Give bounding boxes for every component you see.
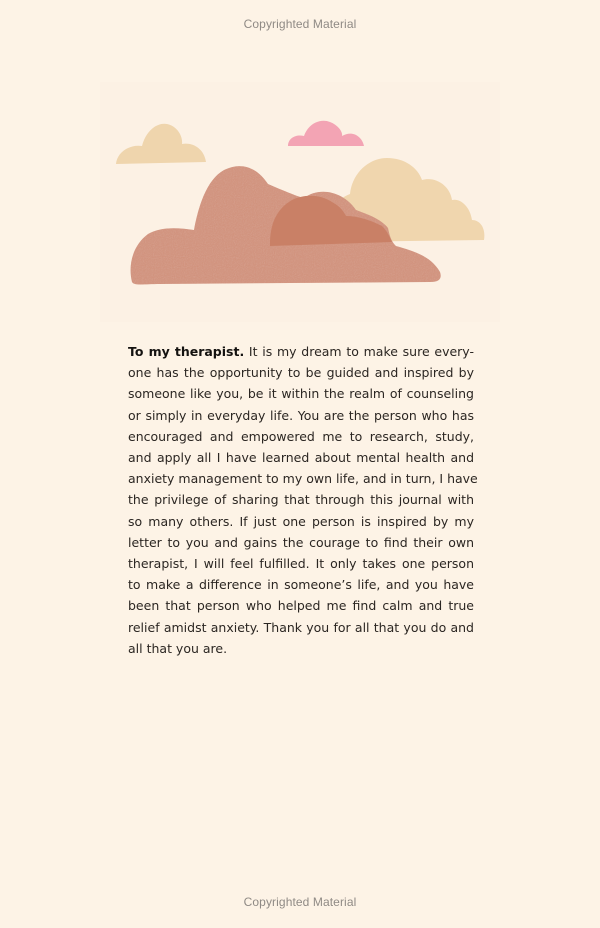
dedication-line: been that person who helped me find calm and true <box>128 598 474 614</box>
small-cloud-shape <box>116 124 206 164</box>
dedication-paragraph <box>128 341 478 659</box>
pink-cloud-shape <box>288 121 364 146</box>
dedication-line: so many others. If just one person is inspired by my <box>128 513 474 529</box>
dedication-line: To my therapist. It is my dream to make sure every- <box>128 344 474 359</box>
copyright-watermark-top: Copyrighted Material <box>243 17 357 31</box>
dedication-line: and apply all I have learned about mental health and <box>128 450 474 466</box>
dedication-line: anxiety management to my own life, and in turn, I have <box>128 471 478 487</box>
dedication-line: relief amidst anxiety. Thank you for all that you do and <box>128 619 474 635</box>
dedication-line: letter to you and gains the courage to find their own <box>128 534 474 550</box>
dedication-line: the privilege of sharing that through this journal with <box>128 492 474 508</box>
copyright-watermark-bottom: Copyrighted Material <box>243 895 357 909</box>
dedication-line: one has the opportunity to be guided and inspired by <box>128 365 474 381</box>
dedication-line: or simply in everyday life. You are the person who has <box>128 407 474 423</box>
clouds-icon <box>100 82 500 322</box>
clouds-illustration <box>100 82 500 322</box>
dedication-line: all that you are. <box>128 640 228 656</box>
dedication-line: encouraged and empowered me to research, study, <box>128 428 474 444</box>
dedication-lead: To my therapist. <box>128 344 245 359</box>
dedication-line: to make a difference in someone’s life, and you have <box>128 577 474 593</box>
dedication-line: therapist, I will feel fulfilled. It only takes one person <box>128 556 474 572</box>
dedication-line: someone like you, be it within the realm of counseling <box>128 386 474 402</box>
